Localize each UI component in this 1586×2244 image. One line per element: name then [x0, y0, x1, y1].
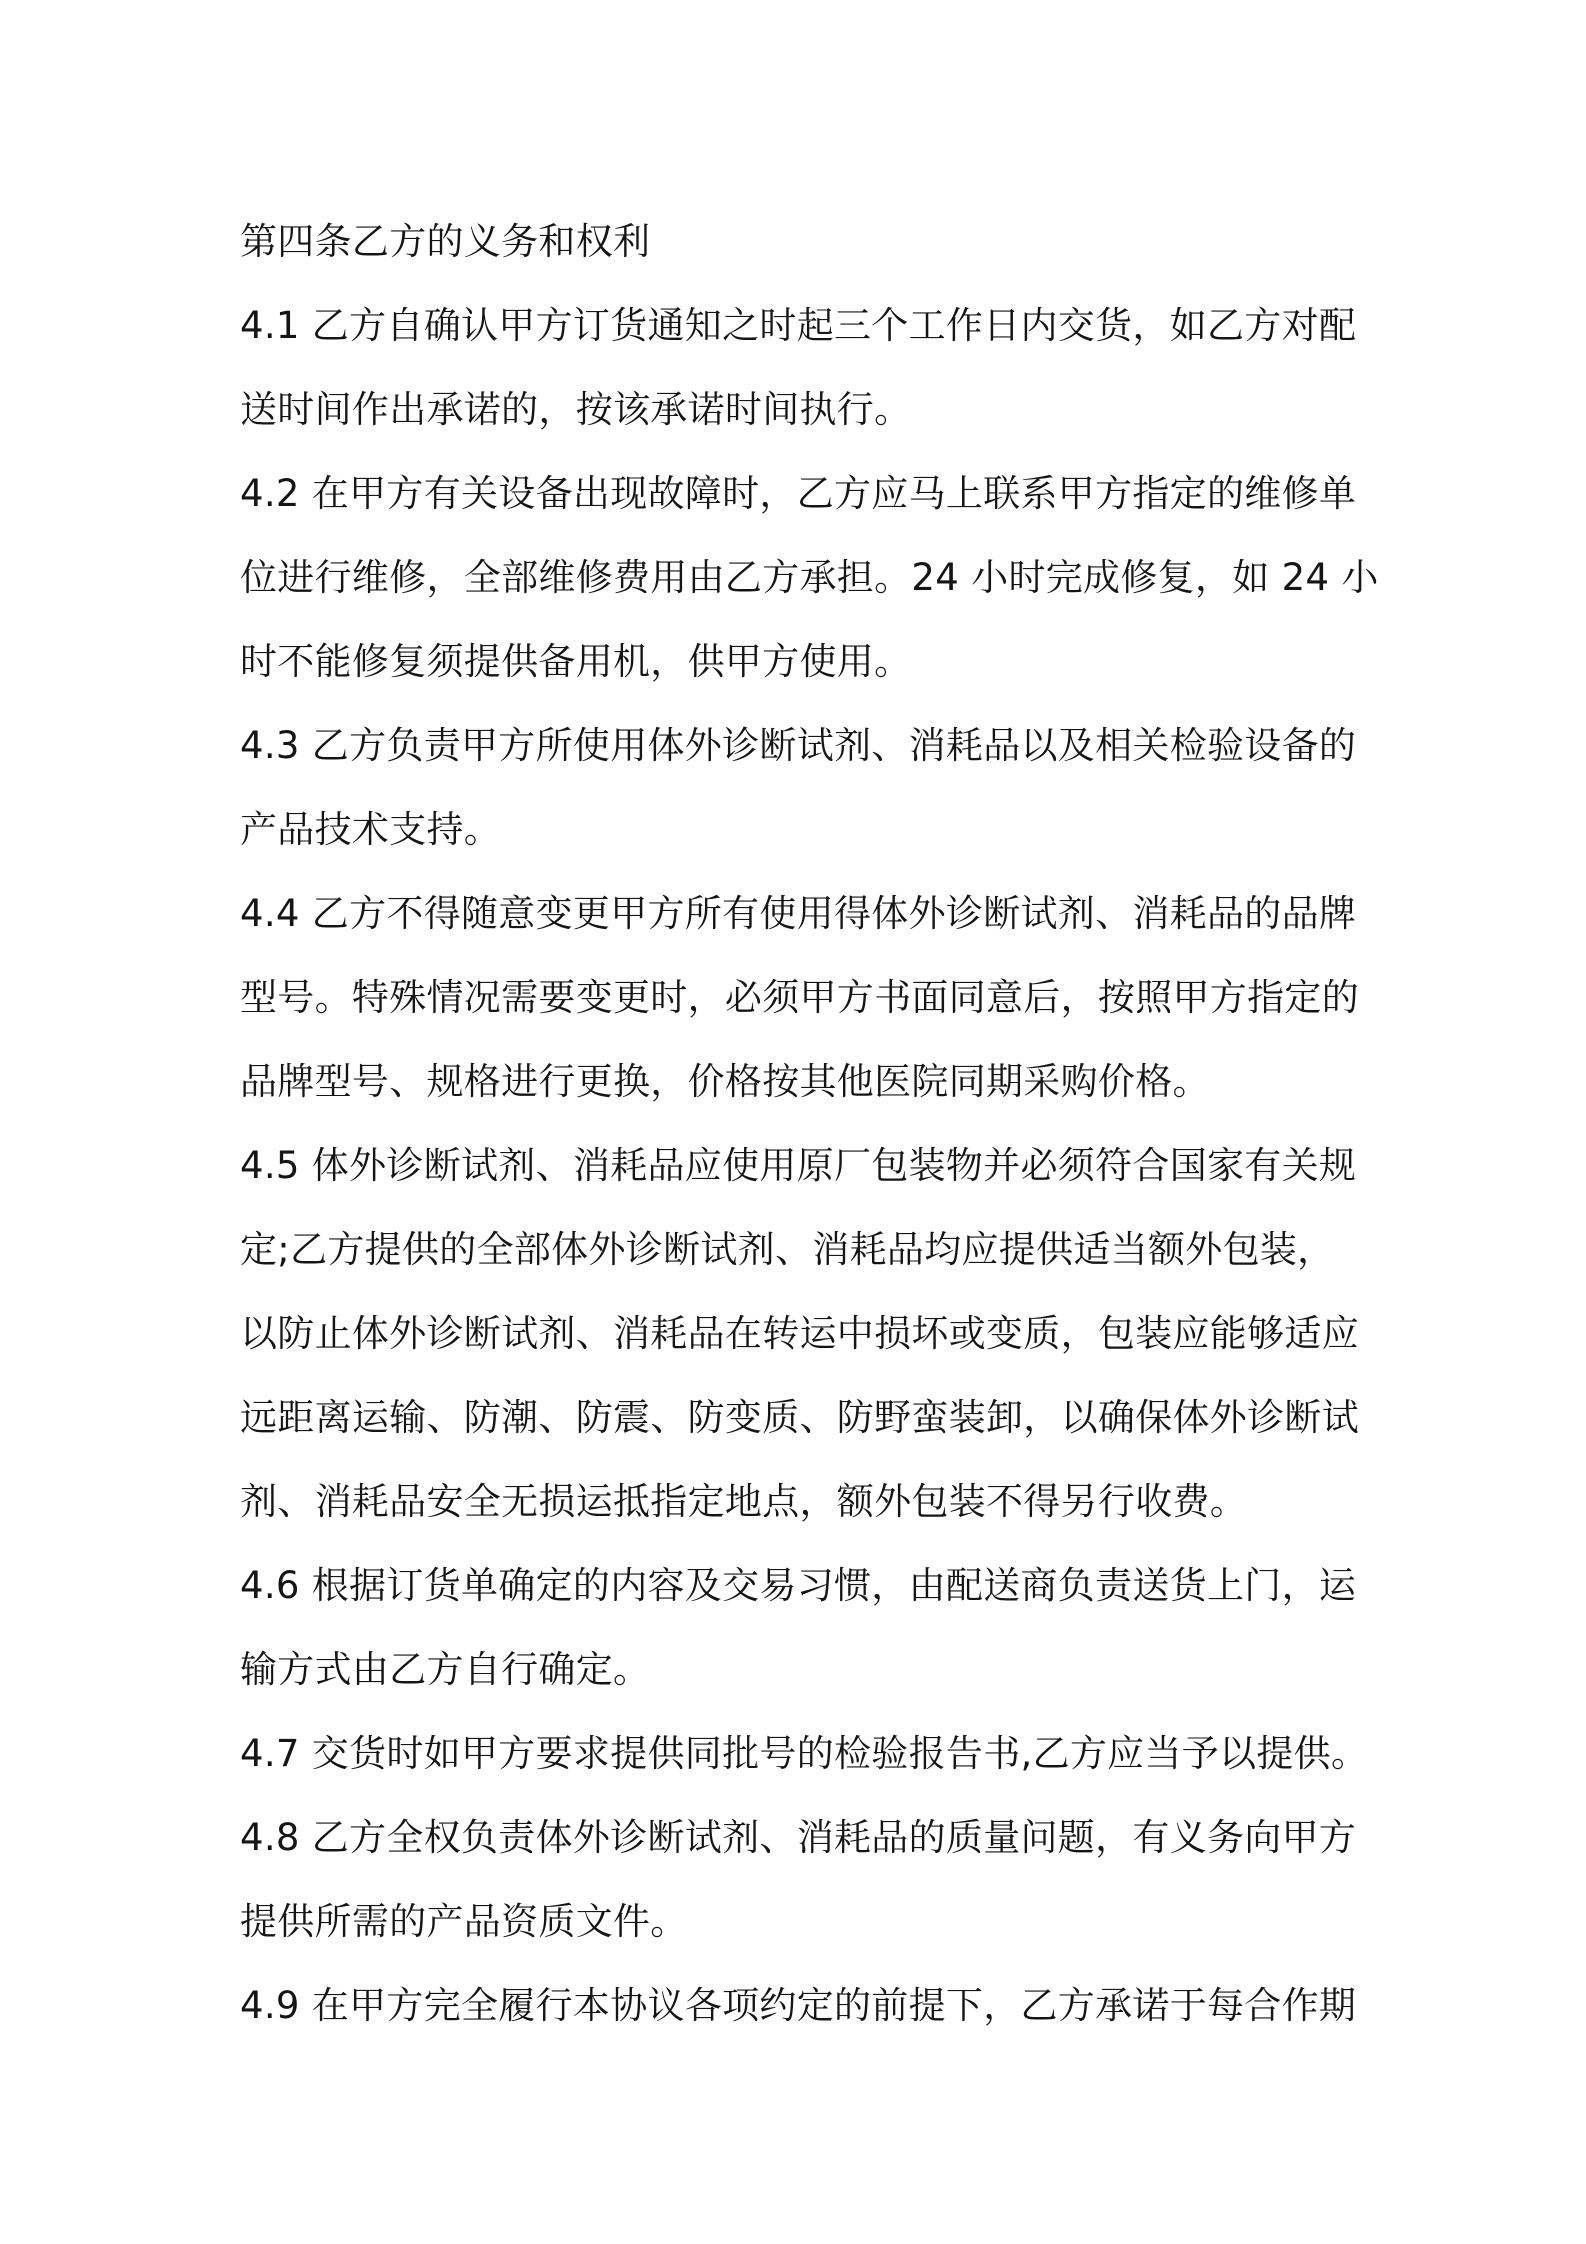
clause-4-8-line-2: 提供所需的产品资质文件。: [240, 1900, 688, 1943]
clause-4-4-line-2: 型号。特殊情况需要变更时，必须甲方书面同意后，按照甲方指定的: [240, 976, 1359, 1019]
clause-4-6-line-1: 4.6 根据订货单确定的内容及交易习惯，由配送商负责送货上门，运: [240, 1564, 1357, 1607]
clause-4-9-line-1: 4.9 在甲方完全履行本协议各项约定的前提下，乙方承诺于每合作期: [240, 1984, 1357, 2027]
clause-4-2-line-1: 4.2 在甲方有关设备出现故障时，乙方应马上联系甲方指定的维修单: [240, 472, 1357, 515]
section-heading: 第四条乙方的义务和权利: [240, 220, 651, 263]
clause-4-2-line-2: 位进行维修，全部维修费用由乙方承担。24 小时完成修复，如 24 小: [240, 556, 1379, 599]
clause-4-5-line-5: 剂、消耗品安全无损运抵指定地点，额外包装不得另行收费。: [240, 1480, 1248, 1523]
clause-4-7-line-1: 4.7 交货时如甲方要求提供同批号的检验报告书,乙方应当予以提供。: [240, 1732, 1369, 1775]
clause-4-8-line-1: 4.8 乙方全权负责体外诊断试剂、消耗品的质量问题，有义务向甲方: [240, 1816, 1357, 1859]
clause-4-5-line-1: 4.5 体外诊断试剂、消耗品应使用原厂包装物并必须符合国家有关规: [240, 1144, 1357, 1187]
clause-4-5-line-3: 以防止体外诊断试剂、消耗品在转运中损坏或变质，包装应能够适应: [240, 1312, 1359, 1355]
document-page: [240, 200, 1379, 2048]
clause-4-5-line-2: 定;乙方提供的全部体外诊断试剂、消耗品均应提供适当额外包装，: [240, 1228, 1335, 1271]
clause-4-5-line-4: 远距离运输、防潮、防震、防变质、防野蛮装卸，以确保体外诊断试: [240, 1396, 1359, 1439]
clause-4-6-line-2: 输方式由乙方自行确定。: [240, 1648, 651, 1691]
clause-4-1-line-1: 4.1 乙方自确认甲方订货通知之时起三个工作日内交货，如乙方对配: [240, 304, 1357, 347]
clause-4-4-line-1: 4.4 乙方不得随意变更甲方所有使用得体外诊断试剂、消耗品的品牌: [240, 892, 1357, 935]
clause-4-3-line-2: 产品技术支持。: [240, 808, 502, 851]
clause-4-2-line-3: 时不能修复须提供备用机，供甲方使用。: [240, 640, 912, 683]
clause-4-4-line-3: 品牌型号、规格进行更换，价格按其他医院同期采购价格。: [240, 1060, 1210, 1103]
clause-4-1-line-2: 送时间作出承诺的，按该承诺时间执行。: [240, 388, 912, 431]
clause-4-3-line-1: 4.3 乙方负责甲方所使用体外诊断试剂、消耗品以及相关检验设备的: [240, 724, 1357, 767]
